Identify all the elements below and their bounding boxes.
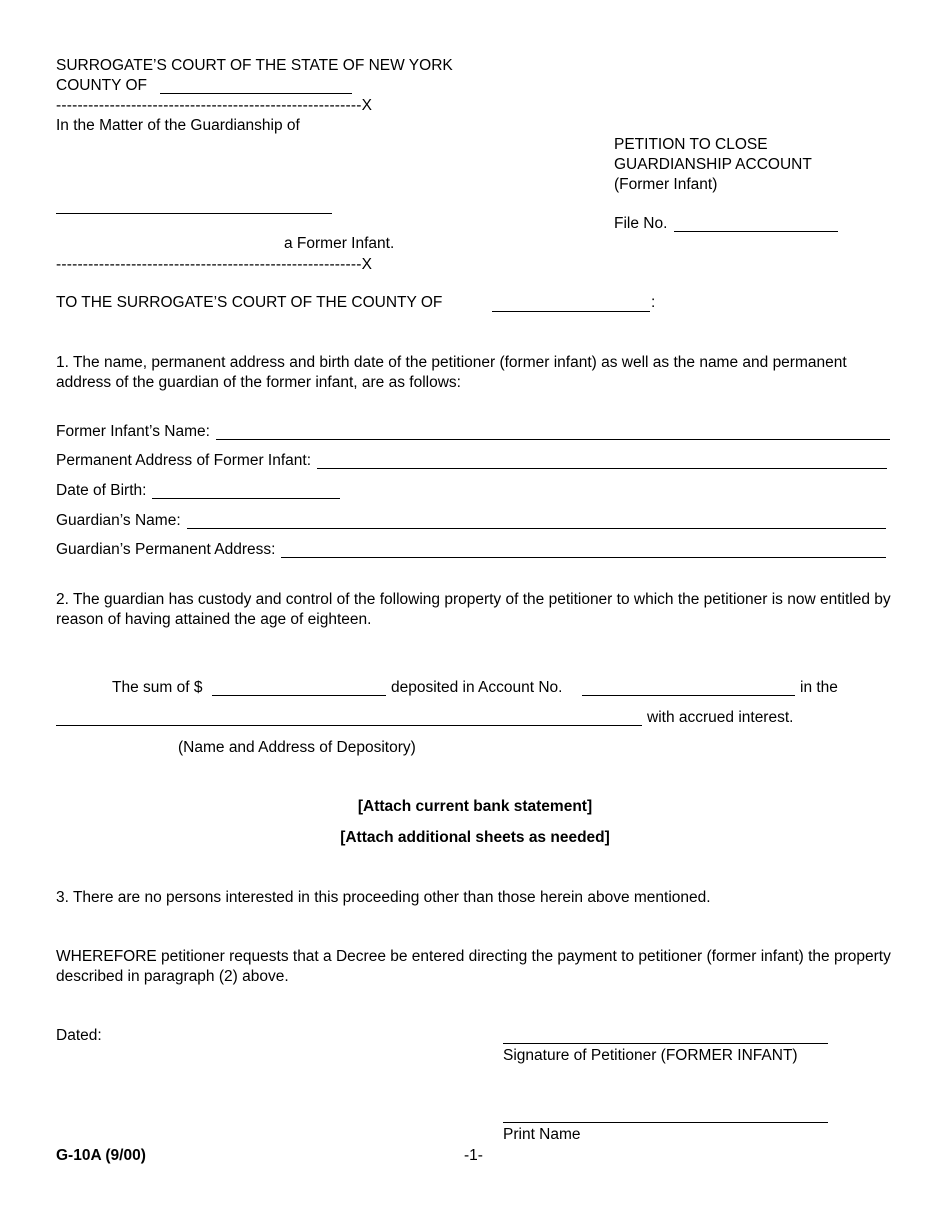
guardian-address-field[interactable] [56,540,886,560]
in-the-label: in the [800,679,838,696]
date-of-birth-field[interactable] [56,481,340,501]
county-label: COUNTY OF [56,77,147,94]
attach-sheets-note: [Attach additional sheets as needed] [340,829,610,846]
court-heading: SURROGATE’S COURT OF THE STATE OF NEW YORK [56,57,453,74]
county-input-line[interactable] [160,93,352,94]
title-line-1: PETITION TO CLOSE [614,136,768,153]
accrued-interest-label: with accrued interest. [647,709,794,726]
depository-input-line[interactable] [56,725,642,726]
print-name-input-line[interactable] [503,1122,828,1123]
paragraph-3: 3. There are no persons interested in this proceeding other than those herein above mentioned. [56,889,711,906]
former-infant-label: a Former Infant. [284,235,395,252]
form-id: G-10A (9/00) [56,1147,146,1164]
paragraph-1: 1. The name, permanent address and birth date of the petitioner (former infant) as well as the name and permanent address of the guardian of the former infant, are as follows: [56,354,847,391]
matter-line: In the Matter of the Guardianship of [56,117,300,134]
county-of-court-input-line[interactable] [492,311,650,312]
guardian-name-input-line[interactable] [187,528,886,529]
former-infant-name-label: Former Infant’s Name: [56,423,210,440]
guardian-name-field[interactable] [56,511,886,531]
title-line-2: GUARDIANSHIP ACCOUNT [614,156,812,173]
attach-statement-note: [Attach current bank statement] [357,798,593,815]
date-of-birth-label: Date of Birth: [56,482,147,499]
deposited-label: deposited in Account No. [391,679,563,696]
signature-input-line[interactable] [503,1043,828,1044]
caption-separator-top: ---------------------------------------------------------X [56,97,373,114]
former-infant-name-input-line[interactable] [216,439,890,440]
dated-label: Dated: [56,1027,102,1044]
date-of-birth-input-line[interactable] [152,498,340,499]
wherefore-paragraph: WHEREFORE petitioner requests that a Decree be entered directing the payment to petitioner (former infant) the property described in paragraph (2) above. [56,948,891,985]
sum-input-line[interactable] [212,695,386,696]
title-line-3: (Former Infant) [614,176,718,193]
court-address-label: TO THE SURROGATE’S COURT OF THE COUNTY OF [56,294,443,311]
court-address-colon: : [651,294,656,311]
guardian-address-label: Guardian’s Permanent Address: [56,541,276,558]
file-no-input-line[interactable] [674,231,838,232]
paragraph-2: 2. The guardian has custody and control of the following property of the petitioner to which the petitioner is now entitled by reason of having attained the age of eighteen. [56,591,891,628]
depository-caption: (Name and Address of Depository) [178,739,416,756]
permanent-address-field[interactable] [56,451,887,471]
guardian-name-label: Guardian’s Name: [56,512,181,529]
infant-name-caption-line[interactable] [56,213,332,214]
guardian-address-input-line[interactable] [281,557,886,558]
file-no-label: File No. [614,215,668,232]
former-infant-name-field[interactable] [56,422,890,442]
print-name-caption: Print Name [503,1126,581,1143]
account-no-input-line[interactable] [582,695,795,696]
permanent-address-label: Permanent Address of Former Infant: [56,452,312,469]
permanent-address-input-line[interactable] [317,468,887,469]
sum-label: The sum of $ [112,679,203,696]
page-number: -1- [464,1147,483,1164]
caption-separator-bottom: ---------------------------------------------------------X [56,256,373,273]
signature-caption: Signature of Petitioner (FORMER INFANT) [503,1047,798,1064]
